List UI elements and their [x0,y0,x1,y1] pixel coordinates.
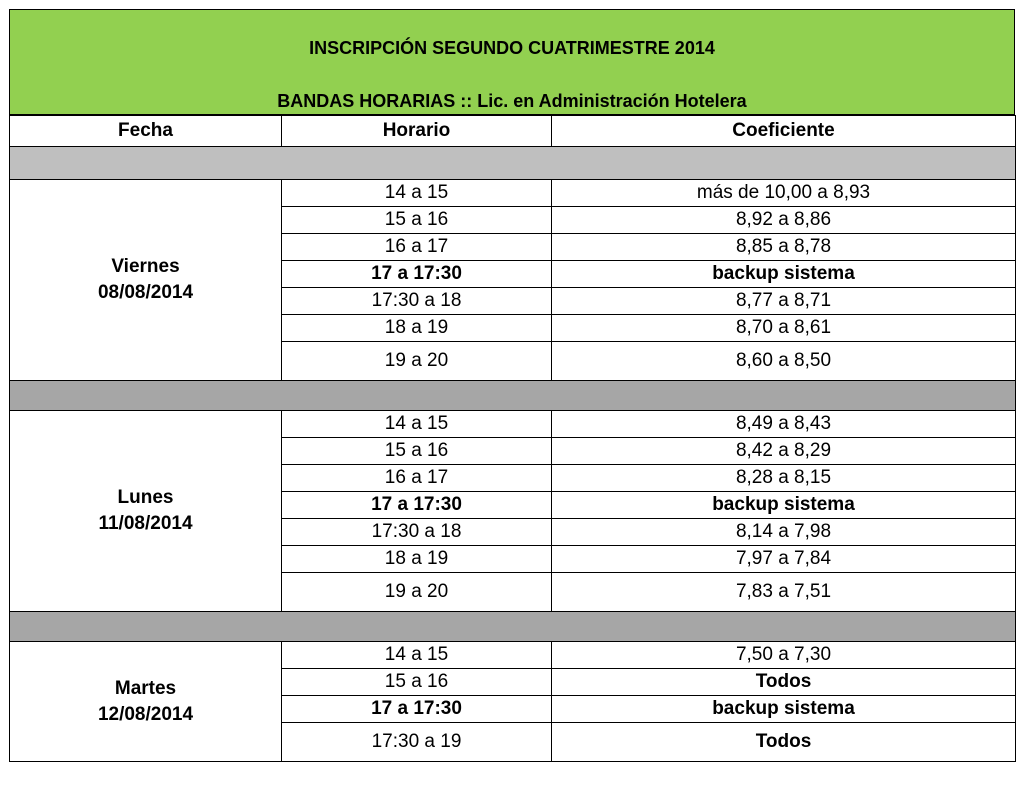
coeficiente-cell: 8,28 a 8,15 [552,465,1016,492]
date-label: 12/08/2014 [97,703,194,725]
separator-row [10,147,1016,180]
table-row [10,180,1016,207]
horario-cell: 16 a 17 [282,234,552,261]
fecha-cell [10,180,282,381]
coeficiente-cell: Todos [552,669,1016,696]
table-row [10,642,1016,669]
column-header-fecha: Fecha [10,116,282,147]
coeficiente-cell: backup sistema [552,261,1016,288]
coeficiente-cell: 8,92 a 8,86 [552,207,1016,234]
title-block [9,9,1015,115]
horario-cell: 14 a 15 [282,642,552,669]
separator-cell [10,612,1016,642]
horario-cell: 17 a 17:30 [282,261,552,288]
horario-cell: 17:30 a 18 [282,519,552,546]
horario-cell: 15 a 16 [282,438,552,465]
horario-cell: 17 a 17:30 [282,696,552,723]
horario-cell: 14 a 15 [282,180,552,207]
fecha-cell [10,411,282,612]
coeficiente-cell: 8,60 a 8,50 [552,342,1016,381]
horario-cell: 17:30 a 18 [282,288,552,315]
document-subtitle: BANDAS HORARIAS :: Lic. en Administración Hotelera [277,91,747,111]
horario-cell: 19 a 20 [282,342,552,381]
schedule-sheet [9,9,1015,762]
coeficiente-cell: Todos [552,723,1016,762]
separator-cell [10,147,1016,180]
horario-cell: 17 a 17:30 [282,492,552,519]
horario-cell: 16 a 17 [282,465,552,492]
horario-cell: 17:30 a 19 [282,723,552,762]
coeficiente-cell: 8,14 a 7,98 [552,519,1016,546]
coeficiente-cell: backup sistema [552,696,1016,723]
coeficiente-cell: backup sistema [552,492,1016,519]
day-label: Viernes [111,256,180,277]
coeficiente-cell: 8,85 a 8,78 [552,234,1016,261]
coeficiente-cell: 7,97 a 7,84 [552,546,1016,573]
coeficiente-cell: 8,42 a 8,29 [552,438,1016,465]
horario-cell: 15 a 16 [282,669,552,696]
schedule-body [10,147,1016,762]
horario-cell: 14 a 15 [282,411,552,438]
day-label: Martes [114,677,177,699]
separator-cell [10,381,1016,411]
column-header-coeficiente: Coeficiente [552,116,1016,147]
separator-row [10,612,1016,642]
column-header-horario: Horario [282,116,552,147]
horario-cell: 19 a 20 [282,573,552,612]
horario-cell: 18 a 19 [282,315,552,342]
coeficiente-cell: 8,70 a 8,61 [552,315,1016,342]
header-row [10,116,1016,147]
schedule-table [9,115,1016,762]
coeficiente-cell: 8,49 a 8,43 [552,411,1016,438]
day-label: Lunes [117,487,174,508]
document-title: INSCRIPCIÓN SEGUNDO CUATRIMESTRE 2014 [309,38,715,58]
coeficiente-cell: 8,77 a 8,71 [552,288,1016,315]
separator-row [10,381,1016,411]
fecha-cell [10,642,282,762]
date-label: 11/08/2014 [98,513,193,534]
horario-cell: 15 a 16 [282,207,552,234]
horario-cell: 18 a 19 [282,546,552,573]
coeficiente-cell: más de 10,00 a 8,93 [552,180,1016,207]
date-label: 08/08/2014 [97,282,194,303]
table-row [10,411,1016,438]
coeficiente-cell: 7,50 a 7,30 [552,642,1016,669]
coeficiente-cell: 7,83 a 7,51 [552,573,1016,612]
